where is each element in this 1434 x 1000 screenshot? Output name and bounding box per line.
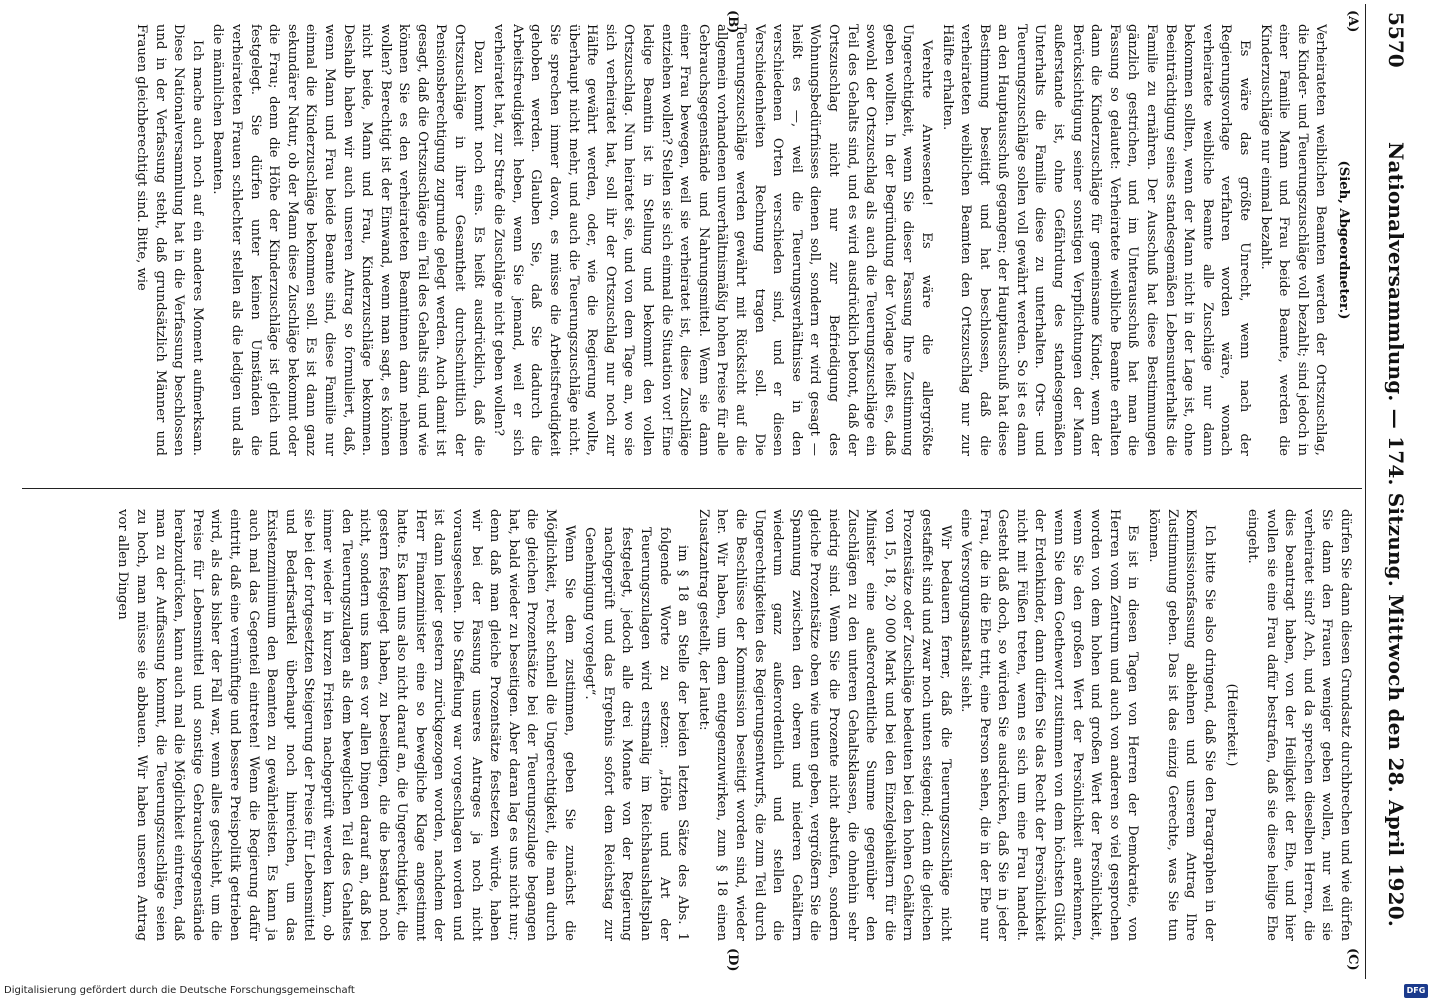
right-paragraph-1: dürfen Sie dann diesen Grundsatz durchbrechen und wie dürfen Sie dann den Frauen weniger geben wollen, nur weil sie verheiratet sind? Ach, und da sprechen dieselben Herren, die dies beantragt haben, von der Heiligkeit der Ehe, und hier wollen sie eine Frau dafür bestrafen, daß sie diese heilige Ehe eingeht. — [1245, 509, 1353, 941]
margin-marker-c: (C) — [1345, 948, 1360, 971]
speaker-line: (Sieh, Abgeordneter.) — [1336, 160, 1351, 320]
rotated-page-content — [12, 4, 1430, 979]
laughter-note: (Heiterkeit.) — [1224, 683, 1240, 767]
left-column — [24, 24, 1354, 456]
left-paragraph-1: Verheirateten weiblichen Beamten werden der Ortszuschlag, die Kinder- und Teuerungszuschläge voll bezahlt; sind jedoch in einer Familie Mann und Frau beide Beamte, werden die Kinderzuschläge nur einmal bezahlt. — [1257, 24, 1329, 456]
page-footer — [0, 984, 1434, 1000]
right-paragraph-3: Es ist in diesen Tagen von Herren der Demokratie, von Herren vom Zentrum und auch von anderen so viel gesprochen worden von dem hohen und großen Wert der Persönlichkeit, wenn Sie den großen Wert der Persönlichkeit anerkennen, wenn Sie dem Goethewort zustimmen von dem höchsten Glück der Erdenkinder, dann dürfen Sie das Recht der Persönlichkeit nicht mit Füßen treten, wenn es sich um eine Frau handelt. Gesteht daß doch, so würden Sie ausdrücken, daß Sie in jeder Frau, die in die Ehe tritt, eine Person sehen, die in der Ehe nur eine Versorgungsanstalt sieht. — [958, 509, 1141, 941]
right-paragraph-6: Wenn Sie dem zustimmen, geben Sie zunächst die Möglichkeit, recht schnell die Ungerechtigkeit, die man durch die gleichen Prozentsätze bei der Teuerungszulage begangen hat, bald wieder zu beseitigen. Aber daran lag es uns nicht nur; denn daß man gleiche Prozentsätze festsetzen würde, haben wir bei der Fassung unseres Antrages ja noch nicht vorausgesehen. Die Staffelung war vorgeschlagen worden und ist dann leider gestern zurückgezogen worden, nachdem der Herr Finanzminister eine so bewegliche Klage angestimmt hatte. Es kam uns also nicht darauf an, die Ungerechtigkeit, die gestern festgelegt haben, zu beseitigen, die die bestand noch nicht, sondern uns kam es vor allen Dingen darauf an, daß bei den Teuerungszulagen als dem beweglichen Teil des Gehaltes immer wieder in kurzen Fristen nachgeprüft werden kann, ob sie bei der fortgesetzten Steigerung der Preise für Lebensmittel und Bedarfsartikel überhaupt noch hinreichen, um das Existenzminimum den Beamten zu gewährleisten. Es kann ja auch mal das Gegenteil eintreten! Wenn die Regierung dafür eintritt, daß eine vernünftige und bessere Preispolitik getrieben wird, als das bisher der Fall war, wenn alles geschieht, um die Preise für Lebensmittel und sonstige Gebrauchsgegenstände herabzudrücken, kann auch mal die Möglichkeit eintreten, daß man zu der Auffassung kommt, die Teuerungszuschläge seien zu hoch, man müsse sie abbauen. Wir haben unseren Antrag vor allen Dingen — [115, 509, 577, 941]
page-header — [1365, 4, 1430, 979]
left-paragraph-5: Ich mache auch noch auf ein anderes Moment aufmerksam. Diese Nationalversammlung hat in die Verfassung beschlossen und in der Verfassung steht, daß grundsätzlich Männer und Frauen gleichberechtigt sind. Bitte, wie — [134, 24, 205, 456]
left-paragraph-3: Verehrte Anwesende! Es wäre die allergrößte Ungerechtigkeit, wenn Sie dieser Fassung Ihre Zustimmung geben wollten. In der Begründung der Vorlage heißt es, daß sowohl der Ortszuschlag als auch die Teuerungszuschläge ein Teil des Gehalts sind, und es wird ausdrücklich betont, daß der Ortszuschlag nicht nur zur Befriedigung des Wohnungsbedürfnisses dienen soll, sondern er wird gesagt — heißt es —, weil die Teuerungsverhältnisse in den verschiedenen Orten verschieden sind, und er diesen Verschiedenheiten Rechnung tragen soll. Die Teuerungszuschläge werden gewährt mit Rücksicht auf die allgemein vorhandenen unverhältnismäßig hohen Preise für alle Gebrauchsgegenstände und Nahrungsmittel. Wenn sie dann einer Frau bewegen, weil sie verheiratet ist, diese Zuschläge entziehen wollen? Stellen sie sich einmal die Situation vor! Eine ledige Beamtin ist in Stellung und bekommt den vollen Ortszuschlag. Nun heiratet sie, und von dem Tage an, wo sie sich verheiratet hat, soll ihr der Ortszuschlag nur noch zur Hälfte gewährt werden, oder, wie die Regierung wollte, überhaupt nicht mehr, und auch die Teuerungszuschläge nicht. Sie sprechen immer davon, es müsse die Arbeitsfreudigkeit gehoben werden. Glauben Sie, daß Sie dadurch die Arbeitsfreudigkeit heben, wenn Sie jemand, weil er sich verheiratet hat, zur Strafe die Zuschläge nicht geben wollen? — [491, 24, 934, 456]
page-number: 5570 — [1384, 12, 1408, 68]
column-divider — [22, 488, 1362, 489]
right-column — [24, 509, 1354, 941]
margin-marker-b: (B) — [725, 10, 740, 34]
funding-note: Digitalisierung gefördert durch die Deutsche Forschungsgemeinschaft — [4, 985, 355, 996]
left-paragraph-4: Dazu kommt noch eins. Es heißt ausdrücklich, daß die Ortszuschläge in ihrer Gesamtheit durchschnittlich der Pensionsberechtigung zugrunde gelegt werden. Auch damit ist gesagt, daß die Ortszuschläge ein Teil des Gehalts sind, und wie können Sie es den verheirateten Beamtinnen dann nehmen wollen? Berechtigt ist der Einwand, wenn man sagt, es können nicht beide, Mann und Frau, Kinderzuschläge bekommen. Deshalb haben wir auch unseren Antrag so formuliert, daß, wenn Mann und Frau beide Beamte sind, diese Familie nur einmal die Kinderzuschläge bekommen soll. Es ist dann ganz sekundärer Natur, ob der Mann diese Zuschläge bekommt oder die Frau; denn die Höhe der Kinderzuschläge ist gleich und festgelegt. Sie dürfen unter keinen Umständen die verheirateten Frauen schlechter stellen als die ledigen und als die männlichen Beamten. — [210, 24, 486, 456]
left-paragraph-2: Es wäre das größte Unrecht, wenn nach der Regierungsvorlage verfahren worden wäre, wonach verheiratete weibliche Beamte alle Zuschläge nur dann bekommen sollten, wenn der Mann nicht in der Lage ist, ohne Beeinträchtigung seines standesgemäßen Lebensunterhalts die Familie zu ernähren. Der Ausschuß hat diese Bestimmungen gänzlich gestrichen, und im Unterausschuß hat man die Fassung so gelautet: Verheiratete weibliche Beamte erhalten dann die Kinderzuschläge für gemeinsame Kinder, wenn der Berücksichtigung seiner sonstigen Verpflichtungen der Mann außerstande ist, ohne Gefährdung des standesgemäßen Unterhalts die Familie diese zu unterhalten. Orts- und Teuerungszuschläge sollen voll gewährt werden. So ist es dann an den Hauptausschuß gegangen; der Hauptausschuß hat diese Bestimmung beseitigt und hat beschlossen, daß die verheirateten weiblichen Beamten den Ortszuschlag nur zur Hälfte erhalten. — [939, 24, 1253, 456]
motion-quote: im § 18 an Stelle der beiden letzten Sätze des Abs. 1 folgende Worte zu setzen: „Höhe und Art der Teuerungszulagen wird erstmalig im Reichshaushaltsplan festgelegt, jedoch alle drei Monate von der Regierung nachgeprüft und das Ergebnis sofort dem Reichstag zur Genehmigung vorgelegt“. — [582, 527, 691, 941]
dfg-logo: DFG — [1404, 984, 1428, 998]
margin-marker-d: (D) — [725, 948, 740, 972]
margin-marker-a: (A) — [1345, 10, 1360, 33]
page-title: Nationalversammlung. — 174. Sitzung. Mittwoch den 28. April 1920. — [1384, 142, 1408, 928]
scanned-page — [12, 4, 1430, 979]
right-paragraph-2: Ich bitte Sie also dringend, daß Sie den Paragraphen in der Kommissionsfassung ablehnen und unserem Antrag Ihre Zustimmung geben. Das ist das einzig Gerechte, was Sie tun können. — [1146, 509, 1217, 941]
right-paragraph-4: Wir bedauern ferner, daß die Teuerungszuschläge nicht gestaffelt sind und zwar noch unten steigend; denn die gleichen Prozentsätze oder Zuschläge bedeuten bei den hohen Gehältern von 15, 18, 20 000 Mark und bei den Einzelgehältern für die Minister eine außerordentliche Summe gegenüber den Zuschlägen zu den unteren Gehaltsklassen, die ohnehin sehr niedrig sind. Wenn Sie die Prozente nicht abstufen, sondern gleiche Prozentsätze oben wie unten geben, vergrößern Sie die Spannung zwischen den oberen und niederen Gehältern wiederum ganz außerordentlich und stellen die Ungerechtigkeiten des Regierungsentwurfs, die zum Teil durch die Beschlüsse der Kommission beseitigt worden sind, wieder her. Wir haben, um dem entgegenzuwirken, zum § 18 einen Zusatzantrag gestellt, der lautet: — [695, 509, 953, 941]
